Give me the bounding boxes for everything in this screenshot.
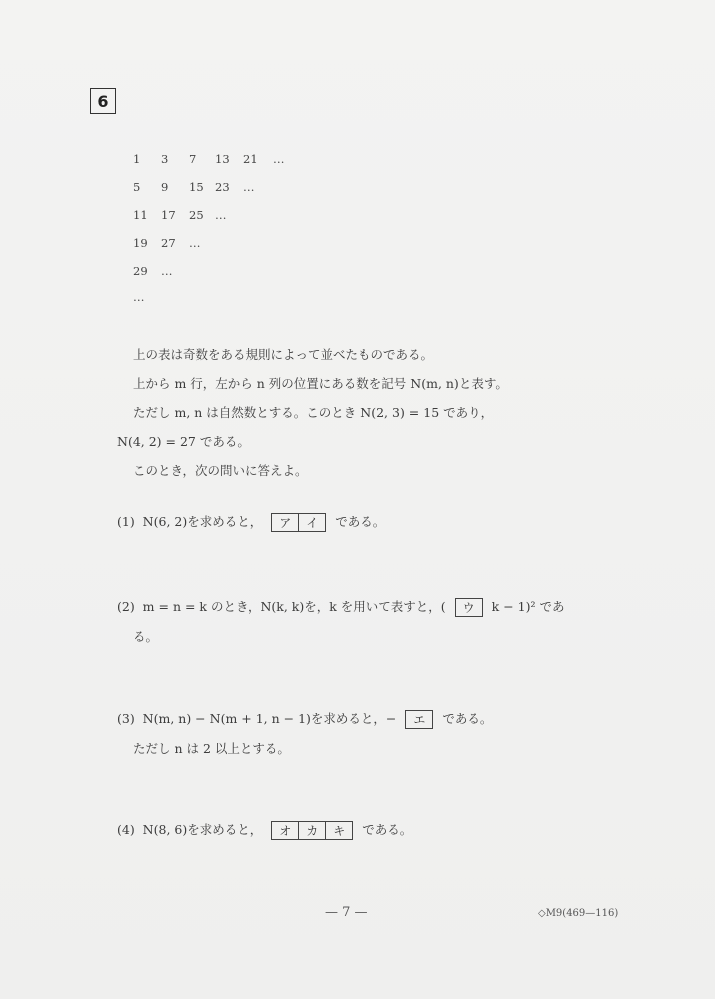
answer-cell[interactable]: イ (306, 516, 319, 530)
table-cell: 25 (189, 208, 204, 222)
answer-cell[interactable]: オ (272, 822, 299, 839)
question-1 (117, 512, 385, 532)
table-cell: 9 (161, 180, 169, 194)
table-cell: … (243, 180, 255, 194)
intro-line: 上から m 行，左から n 列の位置にある数を記号 N(m, n)と表す。 (133, 376, 508, 391)
answer-cell[interactable]: ウ (462, 601, 475, 615)
question-3-continuation: ただし n は 2 以上とする。 (133, 741, 290, 756)
question-text: N(m, n) − N(m + 1, n − 1)を求めると，− (142, 711, 397, 726)
question-text: N(8, 6)を求めると， (142, 822, 263, 837)
table-cell: 27 (161, 236, 176, 250)
question-suffix: である。 (335, 514, 386, 529)
question-number: (3) (117, 711, 135, 726)
table-cell: … (273, 152, 285, 166)
problem-number: 6 (90, 88, 116, 114)
question-3 (117, 709, 492, 729)
answer-box[interactable] (455, 598, 483, 617)
page-number: — 7 — (325, 905, 368, 920)
table-cell: … (161, 264, 173, 278)
table-cell: 13 (215, 152, 230, 166)
question-number: (2) (117, 599, 135, 614)
answer-box[interactable] (271, 513, 326, 532)
question-suffix: k − 1)² であ (491, 599, 565, 614)
document-code: ◇M9(469—116) (538, 908, 619, 919)
question-suffix: である。 (362, 822, 413, 837)
intro-line: このとき，次の問いに答えよ。 (133, 463, 308, 478)
table-cell: 21 (243, 152, 258, 166)
intro-line: ただし m, n は自然数とする。このとき N(2, 3) = 15 であり， (133, 405, 494, 420)
answer-cell[interactable]: エ (413, 713, 426, 727)
answer-cell[interactable]: カ (299, 822, 326, 839)
table-cell: 11 (133, 208, 148, 222)
question-4 (117, 820, 412, 840)
intro-line: 上の表は奇数をある規則によって並べたものである。 (133, 347, 434, 362)
answer-box[interactable] (405, 710, 433, 729)
answer-cell[interactable]: キ (333, 824, 346, 838)
table-cell: 15 (189, 180, 204, 194)
table-cell: … (189, 236, 201, 250)
answer-box[interactable] (271, 821, 353, 840)
table-cell: … (215, 208, 227, 222)
answer-cell[interactable]: ア (272, 514, 299, 531)
table-cell: 1 (133, 152, 141, 166)
question-number: (4) (117, 822, 135, 837)
question-suffix: である。 (442, 711, 493, 726)
table-cell: 29 (133, 264, 148, 278)
question-number: (1) (117, 514, 135, 529)
table-cell: 17 (161, 208, 176, 222)
table-cell: 23 (215, 180, 230, 194)
table-cell: 5 (133, 180, 141, 194)
table-cell: … (133, 290, 145, 304)
question-text: m = n = k のとき，N(k, k)を，k を用いて表すと，( (142, 599, 446, 614)
question-2 (117, 597, 564, 617)
question-text: N(6, 2)を求めると， (142, 514, 263, 529)
table-cell: 3 (161, 152, 169, 166)
table-cell: 7 (189, 152, 197, 166)
table-cell: 19 (133, 236, 148, 250)
question-2-continuation: る。 (133, 629, 159, 644)
intro-line: N(4, 2) = 27 である。 (117, 434, 250, 449)
